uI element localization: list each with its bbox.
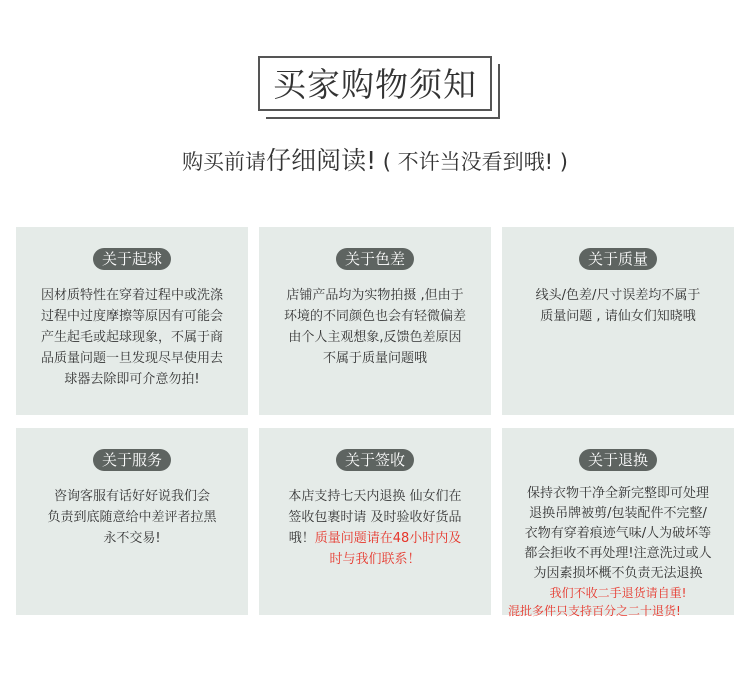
- card-line: 咨询客服有话好好说我们会: [53, 489, 210, 504]
- card-line: 签收包裹时请 及时验收好货品: [288, 510, 462, 525]
- card-line: 永不交易!: [103, 531, 161, 546]
- page-title: 买家购物须知: [273, 65, 477, 104]
- card-body: [22, 486, 242, 549]
- card-service: [16, 428, 248, 615]
- card-body: [22, 285, 242, 390]
- card-body: [508, 484, 728, 619]
- card-line-warning: 混批多件只支持百分之二十退货!: [508, 604, 681, 618]
- card-body: [265, 285, 485, 369]
- subtitle: [0, 146, 750, 177]
- card-quality: [502, 227, 734, 415]
- card-heading: 关于质量: [579, 248, 657, 270]
- subtitle-emphasis: 仔细阅读!: [266, 146, 377, 175]
- card-line-normal: 哦！: [288, 531, 315, 546]
- card-heading: 关于服务: [93, 449, 171, 471]
- card-line: 质量问题 , 请仙女们知晓哦: [540, 309, 696, 324]
- card-heading: 关于起球: [93, 248, 171, 270]
- card-returns: [502, 428, 734, 618]
- card-line: 为因素损坏概不负责无法退换: [533, 566, 703, 581]
- card-line: 不属于质量问题哦: [322, 351, 427, 366]
- card-line-warning: 质量问题请在48小时内及: [314, 531, 462, 546]
- card-line: 线头/色差/尺寸误差均不属于: [535, 288, 701, 303]
- card-receipt: [259, 428, 491, 615]
- card-heading: 关于退换: [579, 449, 657, 471]
- card-line: 保持衣物干净全新完整即可处理: [526, 486, 709, 501]
- card-body: [265, 486, 485, 570]
- card-line-warning: 时与我们联系！: [329, 552, 421, 567]
- card-line: 因材质特性在穿着过程中或洗涤: [40, 288, 223, 303]
- card-line: 过程中过度摩擦等原因有可能会: [40, 309, 223, 324]
- card-heading: 关于色差: [336, 248, 414, 270]
- card-line: 品质量问题一旦发现尽早使用去: [40, 351, 223, 366]
- card-line: 球器去除即可介意勿拍!: [64, 372, 200, 387]
- subtitle-note: ( 不许当没看到哦! ): [376, 150, 568, 174]
- card-line: 由个人主观想象,反馈色差原因: [288, 330, 462, 345]
- subtitle-lead: 购买前请: [182, 150, 267, 174]
- card-pilling: [16, 227, 248, 415]
- card-body: [508, 285, 728, 327]
- card-line: [265, 528, 485, 549]
- card-color-difference: [259, 227, 491, 415]
- card-line: 店铺产品均为实物拍摄 ,但由于: [286, 288, 464, 303]
- card-line: 环境的不同颜色也会有轻微偏差: [283, 309, 466, 324]
- card-line: 产生起毛或起球现象，不属于商: [40, 330, 223, 345]
- card-line: 退换吊牌被剪/包装配件不完整/: [529, 506, 707, 521]
- card-line: 都会拒收不再处理!注意洗过或人: [524, 546, 712, 561]
- card-line: 衣物有穿着痕迹气味/人为破坏等: [524, 526, 712, 541]
- card-heading: 关于签收: [336, 449, 414, 471]
- card-line: 本店支持七天内退换 仙女们在: [288, 489, 462, 504]
- title-box: [258, 56, 492, 111]
- card-line: 负责到底随意给中差评者拉黑: [47, 510, 217, 525]
- card-line-warning: 我们不收二手退货请自重!: [549, 586, 687, 600]
